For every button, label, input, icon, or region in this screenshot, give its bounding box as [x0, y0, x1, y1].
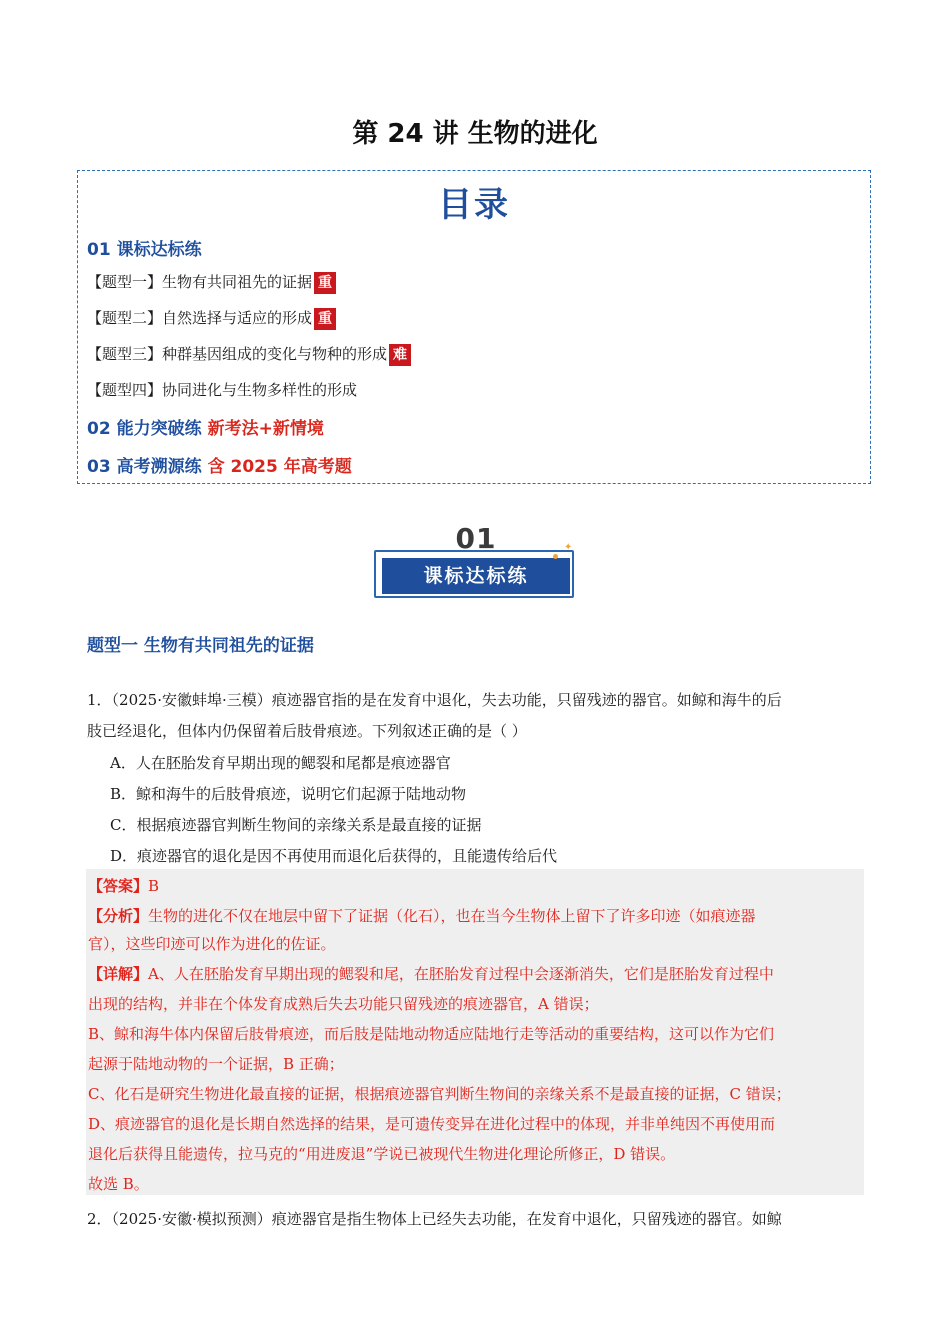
- option-d[interactable]: D．痕迹器官的退化是因不再使用而退化后获得的，且能遗传给后代: [110, 847, 558, 865]
- difficult-badge: 难: [389, 344, 411, 366]
- key-point-badge: 重: [314, 308, 336, 330]
- page-title: 第 24 讲 生物的进化: [352, 119, 598, 149]
- toc-item-type-2[interactable]: [87, 306, 336, 330]
- detail-text: B、鲸和海牛体内保留后肢骨痕迹，而后肢是陆地动物适应陆地行走等活动的重要结构，这可以作为它们: [88, 1025, 775, 1043]
- option-b[interactable]: B．鲸和海牛的后肢骨痕迹，说明它们起源于陆地动物: [110, 785, 467, 803]
- analysis-text: 生物的进化不仅在地层中留下了证据（化石），也在当今生物体上留下了许多印迹（如痕迹器: [148, 907, 756, 925]
- toc-item-type-4[interactable]: [87, 378, 357, 402]
- toc-item-type-1[interactable]: [87, 270, 336, 294]
- question-2-stem: 2．（2025·安徽·模拟预测）痕迹器官是指生物体上已经失去功能，在发育中退化，只留残迹的器官。如鲸: [87, 1210, 782, 1228]
- toc-section-1[interactable]: 01 课标达标练: [87, 240, 202, 260]
- option-a[interactable]: A．人在胚胎发育早期出现的鳃裂和尾都是痕迹器官: [110, 754, 451, 772]
- detail-text: 起源于陆地动物的一个证据，B 正确；: [88, 1055, 344, 1073]
- detail-text: A、人在胚胎发育早期出现的鳃裂和尾，在胚胎发育过程中会逐渐消失，它们是胚胎发育过程中: [148, 965, 774, 983]
- toc-heading: 目录: [438, 185, 510, 225]
- toc-section-highlight: 新考法+新情境: [207, 419, 324, 439]
- detail-line: [88, 963, 774, 984]
- question-type-heading: 题型一 生物有共同祖先的证据: [87, 636, 314, 656]
- detail-text: D、痕迹器官的退化是长期自然选择的结果，是可遗传变异在进化过程中的体现，并非单纯因不再使用而: [88, 1115, 776, 1133]
- banner-number: 01: [455, 522, 497, 555]
- question-1-stem: 1．（2025·安徽蚌埠·三模）痕迹器官指的是在发育中退化，失去功能，只留残迹的器官。如鲸和海牛的后: [87, 691, 782, 709]
- answer-value: B: [148, 877, 160, 895]
- analysis-text: 官），这些印迹可以作为进化的佐证。: [88, 935, 336, 953]
- table-of-contents: [77, 170, 871, 484]
- analysis-line: [88, 905, 756, 926]
- banner-label: 课标达标练: [382, 558, 570, 594]
- detail-text: 退化后获得且能遗传，拉马克的“用进废退”学说已被现代生物进化理论所修正，D 错误。: [88, 1145, 676, 1163]
- detail-text: 出现的结构，并非在个体发育成熟后失去功能只留残迹的痕迹器官，A 错误；: [88, 995, 599, 1013]
- toc-item-label: 【题型一】生物有共同祖先的证据: [87, 273, 313, 291]
- detail-text: C、化石是研究生物进化最直接的证据，根据痕迹器官判断生物间的亲缘关系不是最直接的证据，C 错误；: [88, 1085, 791, 1103]
- answer-tag: 【答案】: [88, 877, 149, 895]
- conclusion-text: 故选 B。: [88, 1175, 149, 1193]
- toc-item-label: 【题型二】自然选择与适应的形成: [87, 309, 313, 327]
- toc-section-label: 02 能力突破练: [87, 419, 202, 439]
- option-c[interactable]: C．根据痕迹器官判断生物间的亲缘关系是最直接的证据: [110, 816, 482, 834]
- sparkle-icon: ✦: [564, 542, 573, 553]
- toc-item-label: 【题型四】协同进化与生物多样性的形成: [87, 381, 358, 399]
- analysis-tag: 【分析】: [88, 907, 149, 925]
- dot-icon: [553, 554, 558, 559]
- detail-tag: 【详解】: [88, 965, 149, 983]
- toc-section-3[interactable]: [87, 452, 352, 477]
- answer-line: [88, 875, 159, 896]
- key-point-badge: 重: [314, 272, 336, 294]
- toc-item-label: 【题型三】种群基因组成的变化与物种的形成: [87, 345, 388, 363]
- toc-section-highlight: 含 2025 年高考题: [207, 457, 352, 477]
- question-1-stem: 肢已经退化，但体内仍保留着后肢骨痕迹。下列叙述正确的是（ ）: [87, 722, 527, 740]
- toc-section-2[interactable]: [87, 414, 324, 439]
- toc-section-label: 03 高考溯源练: [87, 457, 202, 477]
- toc-item-type-3[interactable]: [87, 342, 411, 366]
- answer-explanation-box: [86, 869, 864, 1195]
- section-banner: [370, 522, 582, 602]
